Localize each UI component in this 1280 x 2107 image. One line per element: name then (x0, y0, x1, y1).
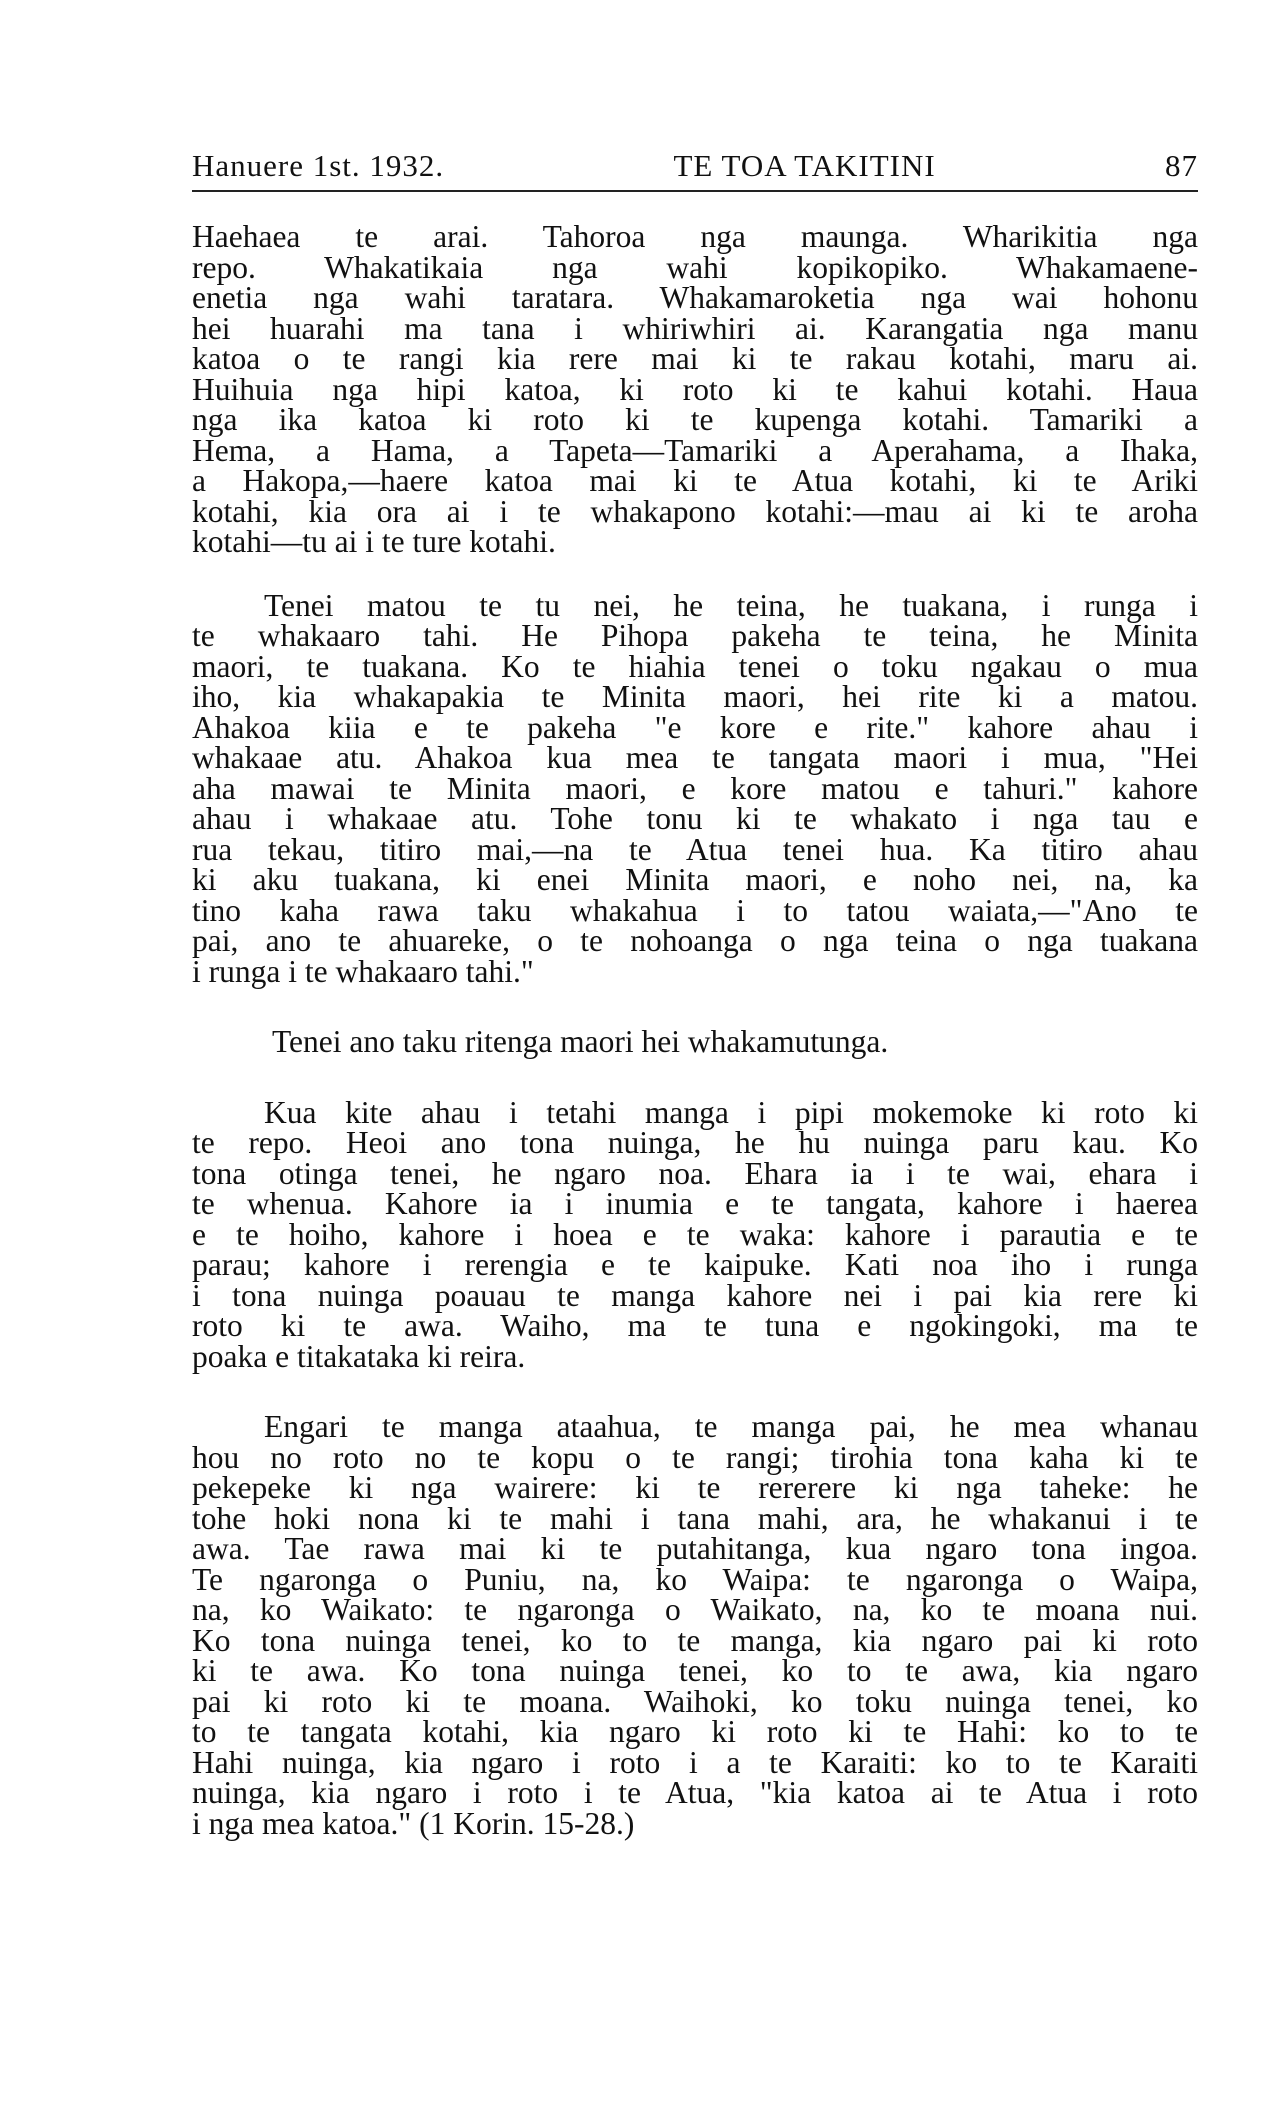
text-line: Huihuia nga hipi katoa, ki roto ki te kahui kotahi. Haua (192, 371, 1198, 407)
section-intro-line: Tenei ano taku ritenga maori hei whakamutunga. (272, 1024, 889, 1059)
text-line: nga ika katoa ki roto ki te kupenga kotahi. Tamariki a (192, 402, 1198, 437)
text-line: katoa o te rangi kia rere mai ki te rakau kotahi, maru ai. (192, 341, 1198, 376)
text-line: whakaae atu. Ahakoa kua mea te tangata maori i mua, "Hei (192, 740, 1198, 775)
text-line: hei huarahi ma tana i whiriwhiri ai. Karangatia nga manu (192, 310, 1198, 346)
text-line: kotahi—tu ai i te ture kotahi. (192, 524, 556, 559)
text-line: Kua kite ahau i tetahi manga i pipi mokemoke ki roto ki (264, 1094, 1198, 1130)
text-line: na, ko Waikato: te ngaronga o Waikato, na, ko te moana nui. (192, 1592, 1198, 1627)
text-line: roto ki te awa. Waiho, ma te tuna e ngokingoki, ma te (192, 1308, 1198, 1343)
text-line: Hahi nuinga, kia ngaro i roto i a te Karaiti: ko to te Karaiti (192, 1744, 1198, 1780)
text-line: i tona nuinga poauau te manga kahore nei i pai kia rere ki (192, 1277, 1198, 1313)
text-line: to te tangata kotahi, kia ngaro ki roto ki te Hahi: ko to te (192, 1714, 1198, 1749)
text-line: i runga i te whakaaro tahi." (192, 953, 534, 989)
text-line: iho, kia whakapakia te Minita maori, hei rite ki a matou. (192, 679, 1198, 714)
text-line: te whenua. Kahore ia i inumia e te tangata, kahore i haerea (192, 1186, 1198, 1221)
text-line: Ahakoa kiia e te pakeha "e kore e rite." kahore ahau i (192, 709, 1198, 745)
text-line: maori, te tuakana. Ko te hiahia tenei o toku ngakau o mua (192, 648, 1198, 684)
text-line: nuinga, kia ngaro i roto i te Atua, "kia katoa ai te Atua i roto (192, 1775, 1198, 1810)
document-page (192, 148, 1198, 1839)
header-page-number: 87 (1164, 148, 1198, 183)
text-line: te repo. Heoi ano tona nuinga, he hu nuinga paru kau. Ko (192, 1125, 1198, 1160)
text-line: Hema, a Hama, a Tapeta—Tamariki a Aperahama, a Ihaka, (192, 432, 1198, 468)
text-line: awa. Tae rawa mai ki te putahitanga, kua ngaro tona ingoa. (192, 1531, 1198, 1566)
text-line: parau; kahore i rerengia e te kaipuke. Kati noa iho i runga (192, 1247, 1198, 1282)
text-line: ahau i whakaae atu. Tohe tonu ki te whakato i nga tau e (192, 801, 1198, 836)
text-line: pai, ano te ahuareke, o te nohoanga o nga teina o nga tuakana (192, 923, 1198, 958)
text-line: Te ngaronga o Puniu, na, ko Waipa: te ngaronga o Waipa, (192, 1561, 1198, 1597)
text-line: Engari te manga ataahua, te manga pai, he mea whanau (264, 1409, 1198, 1444)
text-line: ki te awa. Ko tona nuinga tenei, ko to te awa, kia ngaro (192, 1653, 1198, 1688)
text-line: aha mawai te Minita maori, e kore matou e tahuri." kahore (192, 770, 1198, 806)
text-line: i nga mea katoa." (1 Korin. 15-28.) (192, 1805, 635, 1841)
paragraph-4 (192, 1094, 1198, 1374)
paragraph-5 (192, 1409, 1198, 1841)
text-line: pekepeke ki nga wairere: ki te rererere ki nga taheke: he (192, 1470, 1198, 1505)
text-line: tino kaha rawa taku whakahua i to tatou waiata,—"Ano te (192, 892, 1198, 928)
running-header (192, 148, 1198, 192)
text-line: Tenei matou te tu nei, he teina, he tuakana, i runga i (264, 587, 1198, 623)
text-line: ki aku tuakana, ki enei Minita maori, e noho nei, na, ka (192, 862, 1198, 897)
text-line: enetia nga wahi taratara. Whakamaroketia nga wai hohonu (192, 280, 1198, 315)
text-line: tohe hoki nona ki te mahi i tana mahi, ara, he whakanui i te (192, 1500, 1198, 1536)
paragraph-2 (192, 587, 1198, 989)
text-line: rua tekau, titiro mai,—na te Atua tenei hua. Ka titiro ahau (192, 831, 1198, 867)
header-date: Hanuere 1st. 1932. (192, 148, 445, 183)
text-line: e te hoiho, kahore i hoea e te waka: kahore i parautia e te (192, 1216, 1198, 1252)
text-line: a Hakopa,—haere katoa mai ki te Atua kotahi, ki te Ariki (192, 463, 1198, 498)
text-line: tona otinga tenei, he ngaro noa. Ehara ia i te wai, ehara i (192, 1155, 1198, 1191)
text-line: poaka e titakataka ki reira. (192, 1338, 526, 1374)
text-line: Ko tona nuinga tenei, ko to te manga, kia ngaro pai ki roto (192, 1622, 1198, 1658)
header-journal-title: TE TOA TAKITINI (673, 148, 936, 183)
text-line: repo. Whakatikaia nga wahi kopikopiko. Whakamaene- (192, 249, 1198, 285)
text-line: Haehaea te arai. Tahoroa nga maunga. Wharikitia nga (192, 219, 1198, 254)
text-line: hou no roto no te kopu o te rangi; tirohia tona kaha ki te (192, 1439, 1198, 1475)
text-line: kotahi, kia ora ai i te whakapono kotahi:—mau ai ki te aroha (192, 493, 1198, 529)
text-line: pai ki roto ki te moana. Waihoki, ko toku nuinga tenei, ko (192, 1683, 1198, 1719)
text-line: te whakaaro tahi. He Pihopa pakeha te teina, he Minita (192, 618, 1198, 653)
paragraph-1 (192, 219, 1198, 559)
